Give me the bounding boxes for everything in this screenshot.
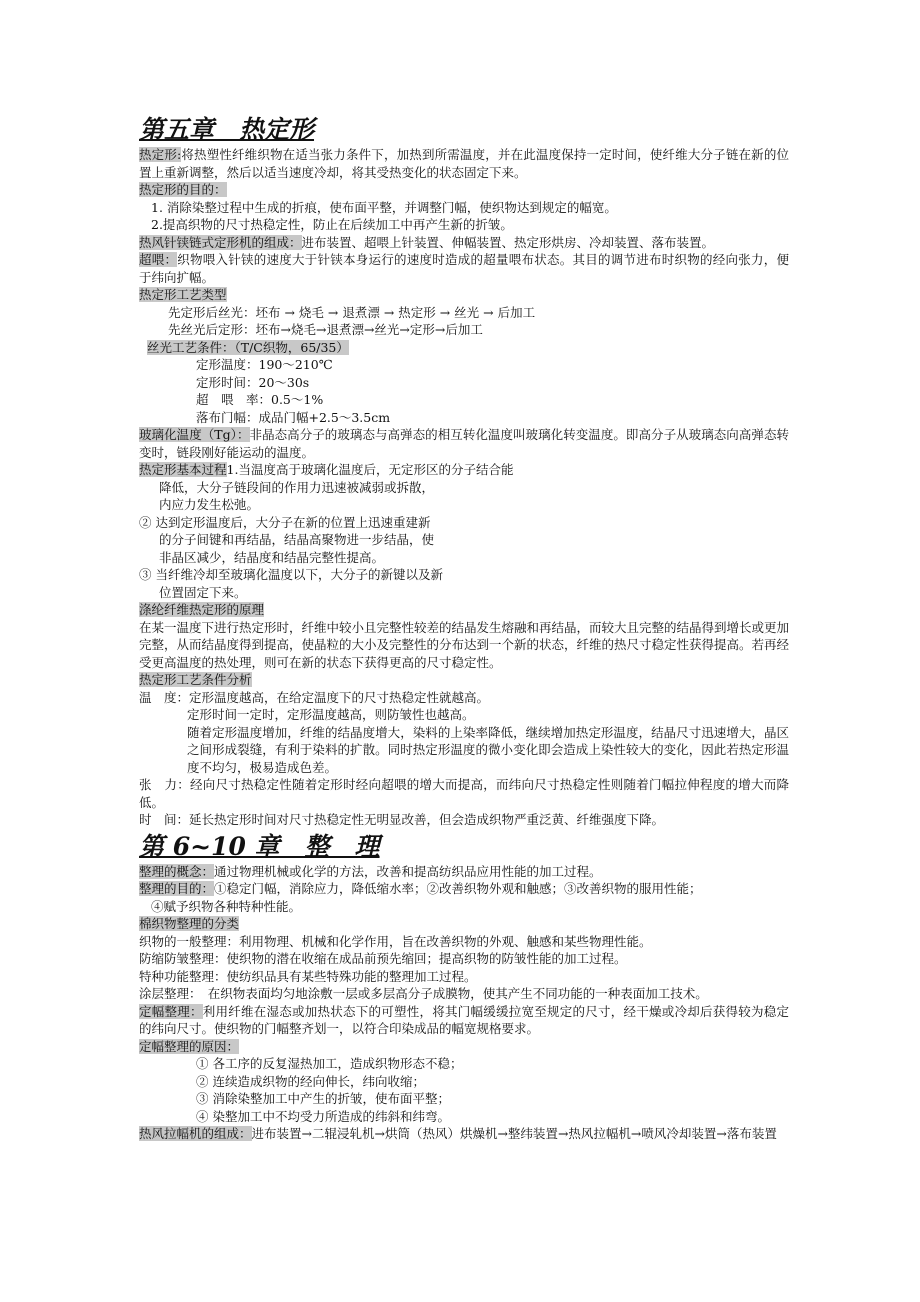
mercerizing-condition: 定形温度：190～210℃ xyxy=(196,357,333,372)
time-line: 时 间：延长热定形时间对尺寸热稳定性无明显改善，但会造成织物严重泛黄、纤维强度下降。 xyxy=(139,812,665,827)
overfeed-definition: 超喂：织物喂入针铗的速度大于针铗本身运行的速度时造成的超量喂布状态。其目的调节进布时织物的经向张力，便于纬向扩幅。 xyxy=(139,252,789,285)
term-heat-setting: 热定形: xyxy=(139,147,182,162)
finishing-purpose: 整理的目的：①稳定门幅，消除应力，降低缩水率；②改善织物外观和触感；③改善织物的服用性能； xyxy=(139,881,702,896)
heading-tentering-reasons: 定幅整理的原因： xyxy=(139,1038,240,1054)
tentering-definition: 定幅整理：利用纤维在湿态或加热状态下的可塑性，将其门幅缓缓拉宽至规定的尺寸，经干燥或冷却后获得较为稳定的纬向尺寸。使织物的门幅整齐划一，以符合印染成品的幅宽规格要求。 xyxy=(139,1003,789,1036)
heading-mercerizing: 丝光工艺条件：（T/C织物，65/35） xyxy=(147,339,349,355)
term-machine: 热风针铗链式定形机的组成： xyxy=(139,234,302,250)
term-basic-process: 热定形基本过程 xyxy=(139,462,227,477)
temperature-line: 温 度：定形温度越高，在给定温度下的尺寸热稳定性就越高。 xyxy=(139,689,490,705)
temperature-paragraph: 随着定形温度增加，纤维的结晶度增大，染料的上染率降低，继续增加热定形温度，结晶尺寸迅速增大，晶区之间形成裂缝，有利于染料的扩散。同时热定形温度的微小变化即会造成上染性较大的变化，因此若热定形温度不均匀，极易造成色差。 xyxy=(187,724,789,775)
term-tentering: 定幅整理： xyxy=(139,1003,203,1019)
temperature-line: 定形时间一定时，定形温度越高，则防皱性也越高。 xyxy=(187,707,475,722)
tentering-reason: ③ 消除染整加工中产生的折皱，使布面平整； xyxy=(196,1091,450,1106)
tentering-reason: ① 各工序的反复湿热加工，造成织物形态不稳； xyxy=(196,1056,463,1071)
classification-item: 防缩防皱整理：使织物的潜在收缩在成品前预先缩回；提高织物的防皱性能的加工过程。 xyxy=(139,951,627,966)
basic-process-line: 非晶区减少，结晶度和结晶完整性提高。 xyxy=(159,549,385,565)
mercerizing-condition: 定形时间：20～30s xyxy=(196,374,310,390)
heading-classification: 棉织物整理的分类 xyxy=(139,916,240,931)
heading-purpose: 热定形的目的： xyxy=(139,182,227,197)
document-page xyxy=(139,112,789,1143)
basic-process-line: 降低，大分子链段间的作用力迅速被减弱或拆散， xyxy=(159,479,435,495)
heading-analysis: 热定形工艺条件分析 xyxy=(139,672,252,687)
chapter-5-title: 第五章 热定形 xyxy=(139,115,315,144)
polyester-paragraph: 在某一温度下进行热定形时，纤维中较小且完整性较差的结晶发生熔融和再结晶，而较大且完整的结晶得到增长或更加完整，从而结晶度得到提高，使晶粒的大小及完整性的分布达到一个新的状态，纤维的热尺寸稳定性获得提高。若再经受更高温度的热处理，则可在新的状态下获得更高的尺寸稳定性。 xyxy=(139,619,790,670)
finishing-purpose-cont: ④赋予织物各种特种性能。 xyxy=(151,898,302,914)
machine-composition: 热风针铗链式定形机的组成：进布装置、超喂上针装置、伸幅装置、热定形烘房、冷却装置、落布装置。 xyxy=(139,234,715,250)
purpose-item: 1. 消除染整过程中生成的折痕，使布面平整，并调整门幅，使织物达到规定的幅宽。 xyxy=(151,199,617,215)
finishing-concept: 整理的概念：通过物理机械或化学的方法，改善和提高纺织品应用性能的加工过程。 xyxy=(139,863,602,879)
term-tg: 玻璃化温度（Tg）： xyxy=(139,427,250,442)
tentering-reason: ② 连续造成织物的经向伸长，纬向收缩； xyxy=(196,1073,425,1089)
process-type: 先定形后丝光：坯布 → 烧毛 → 退煮漂 → 热定形 → 丝光 → 后加工 xyxy=(168,304,536,320)
tentering-reason: ④ 染整加工中不均受力所造成的纬斜和纬弯。 xyxy=(196,1108,450,1124)
term-concept: 整理的概念： xyxy=(139,863,215,879)
purpose-item: 2.提高织物的尺寸热稳定性，防止在后续加工中再产生新的折皱。 xyxy=(151,217,513,232)
process-type: 先丝光后定形：坯布→烧毛→退煮漂→丝光→定形→后加工 xyxy=(168,322,483,337)
term-overfeed: 超喂： xyxy=(139,252,178,267)
classification-item: 特种功能整理：使纺织品具有某些特殊功能的整理加工过程。 xyxy=(139,968,477,984)
basic-process-line: ③ 当纤维冷却至玻璃化温度以下，大分子的新键以及新 xyxy=(139,567,443,582)
classification-item: 织物的一般整理：利用物理、机械和化学作用，旨在改善织物的外观、触感和某些物理性能。 xyxy=(139,933,652,949)
classification-item: 涂层整理： 在织物表面均匀地涂敷一层或多层高分子成膜物，使其产生不同功能的一种表面加工技术。 xyxy=(139,986,708,1001)
mercerizing-condition: 落布门幅：成品门幅+2.5～3.5cm xyxy=(196,409,391,425)
basic-process-line: 热定形基本过程1.当温度高于玻璃化温度后，无定形区的分子结合能 xyxy=(139,462,514,477)
basic-process-line: 的分子间键和再结晶，结晶高聚物进一步结晶，使 xyxy=(159,532,435,547)
heat-setting-definition: 热定形:将热塑性纤维织物在适当张力条件下，加热到所需温度，并在此温度保持一定时间，使纤维大分子链在新的位置上重新调整，然后以适当速度冷却，将其受热变化的状态固定下来。 xyxy=(139,147,789,180)
tension-paragraph: 张 力：经向尺寸热稳定性随着定形时经向超喂的增大而提高，而纬向尺寸热稳定性则随着门幅拉伸程度的增大而降低。 xyxy=(139,777,789,810)
glass-transition-definition: 玻璃化温度（Tg）：非晶态高分子的玻璃态与高弹态的相互转化温度叫玻璃化转变温度。即高分子从玻璃态向高弹态转变时，链段刚好能运动的温度。 xyxy=(139,427,789,460)
stenter-composition: 热风拉幅机的组成：进布装置→二辊浸轧机→烘筒（热风）烘燥机→整纬装置→热风拉幅机→喷风冷却装置→落布装置 xyxy=(139,1126,777,1141)
term-finishing-purpose: 整理的目的： xyxy=(139,881,215,896)
chapter-6-10-title: 第 6~10 章 整 理 xyxy=(139,831,380,861)
basic-process-line: 内应力发生松弛。 xyxy=(159,497,260,512)
basic-process-line: 位置固定下来。 xyxy=(159,584,247,600)
mercerizing-condition: 超 喂 率：0.5～1% xyxy=(196,392,324,407)
heading-process-types: 热定形工艺类型 xyxy=(139,287,227,302)
basic-process-line: ② 达到定形温度后，大分子在新的位置上迅速重建新 xyxy=(139,514,431,530)
heading-polyester: 涤纶纤维热定形的原理 xyxy=(139,602,265,617)
term-stenter: 热风拉幅机的组成： xyxy=(139,1126,252,1141)
